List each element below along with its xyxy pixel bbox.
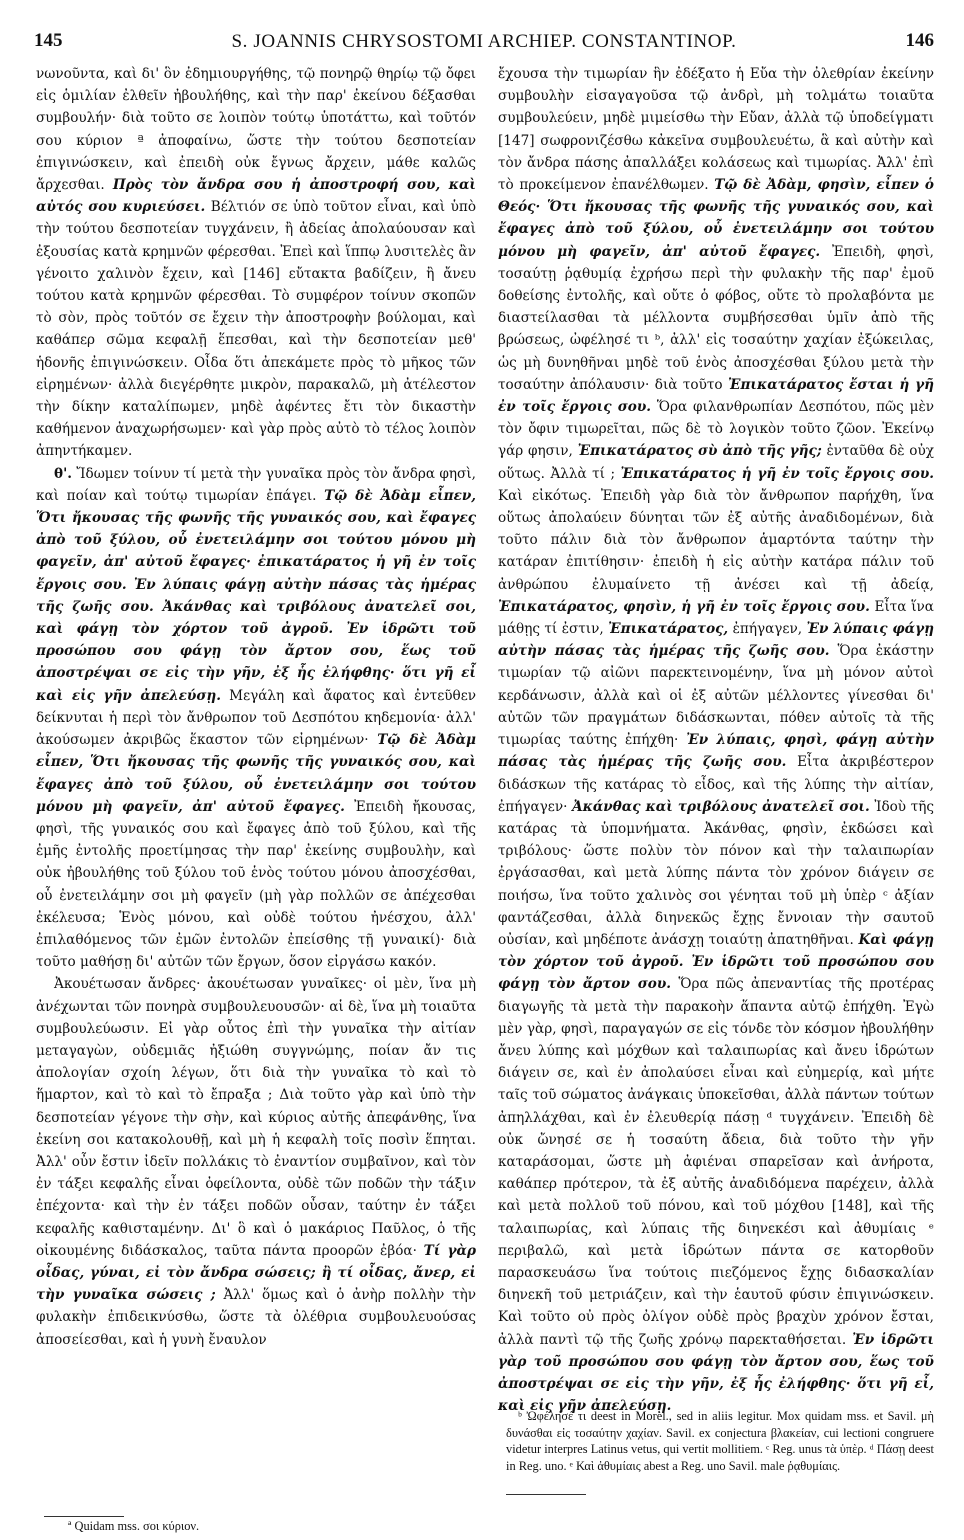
- footnote-right: [506, 1408, 934, 1474]
- page-header: [34, 30, 934, 60]
- text-run: Βέλτιόν σε ὑπὸ τοῦτον εἶναι, καὶ ὑπὸ τὴν τούτου δεσποτείαν τυγχάνειν, ἢ ἀδείας ἀπολαύουσαν καὶ ἐξουσίας κατὰ κρημνῶν φέρεσθαι. Ἐπεὶ καὶ ἵππῳ λυσιτελὲς ἂν γένοιτο χαλινὸν ἔχειν, καὶ [146] εὔτακτα βαδίζειν, ἢ ἄνευ τούτου κατὰ κρημνῶν φέρεσθαι. Τὸ συμφέρον τοίνυν σκοπῶν τὸ σὸν, πρὸς τοῦτόν σε ἔχειν τὴν ἀποστροφὴν βούλομαι, καὶ καθάπερ σῶμα κεφαλῇ ἕπεσθαι, καὶ τὴν δεσποτείαν μεθ' ἡδονῆς ἐπιγινώσκειν. Οἶδα ὅτι ἀπεκάμετε πρὸς τὸ μῆκος τῶν εἰρημένων· ἀλλὰ διεγέρθητε μικρὸν, παρακαλῶ, μὴ ἀτέλεστον τὴν δίκην καταλίπωμεν, μηδὲ ἀφέντες ἔτι τὸν δικαστὴν καθήμενον ἀναχωρήσωμεν· καὶ γὰρ πρὸς αὐτὸ τὸ τέλος λοιπὸν ἀπηντήκαμεν.: [36, 199, 476, 460]
- scripture-quote: Ἐν ἱδρῶτι γὰρ τοῦ προσώπου σου φάγῃ τὸν ἄρτον σου, ἕως τοῦ ἀποστρέψαι σε εἰς τὴν γῆν, ἐξ ἧς ἐλήφθης· ὅτι γῆ εἶ, καὶ εἰς γῆν ἀπελεύσῃ.: [498, 1331, 935, 1415]
- section-number: θ'.: [54, 465, 72, 482]
- footnote-text: ᵇ Ὠφέλησέ τι deest in Morel., sed in aliis legitur. Mox quidam mss. et Savil. μὴ δυνάσθαι εἰς τοσαύτην χαχίαν. Savil. ex conjectura βλακείαν, cui lectioni congruere videtur interpres Latinus vetus, qui vertit mollitiem. ᶜ Reg. unus τὰ ὑπὲρ. ᵈ Πάσῃ deest in Reg. uno. ᵉ Καὶ ἀθυμίαις abest a Reg. uno Savil. male ῥᾳθυμίαις.: [506, 1409, 934, 1473]
- scripture-quote: Τί γὰρ οἶδας, γύναι, εἰ τὸν ἄνδρα σώσεις; ἢ τί οἶδας, ἄνερ, εἰ τὴν γυναῖκα σώσεις ;: [36, 1242, 477, 1304]
- left-column: [36, 63, 476, 1351]
- left-paragraph-2: [36, 463, 476, 974]
- scripture-quote: Τῷ δὲ Ἀδὰμ, φησὶν, εἶπεν ὁ Θεός· Ὅτι ἤκουσας τῆς φωνῆς τῆς γυναικός σου, καὶ ἔφαγες ἀπὸ τοῦ ξύλου, οὗ ἐνετειλάμην σοι τούτου μόνου μὴ φαγεῖν, ἀπ' αὐτοῦ ἔφαγες.: [498, 177, 934, 260]
- scripture-quote: Τῷ δὲ Ἀδὰμ εἶπεν, Ὅτι ἤκουσας τῆς φωνῆς τῆς γυναικός σου, καὶ ἔφαγες ἀπὸ τοῦ ξύλου, οὗ ἐνετειλάμην σοι τούτου μόνου μὴ φαγεῖν, ἀπ' αὐτοῦ ἔφαγες.: [36, 732, 477, 815]
- text-run: Ἀκουέτωσαν ἄνδρες· ἀκουέτωσαν γυναῖκες· οἱ μὲν, ἵνα μὴ ἀνέχωνται τῶν πονηρὰ συμβουλευουσῶν· αἱ δὲ, ἵνα μὴ τοιαῦτα συμβουλεύωσιν. Εἰ γὰρ οὗτος ἐπὶ τὴν γυναῖκα τὴν αἰτίαν μεταγαγὼν, οὐδεμιᾶς ἠξιώθη συγγνώμης, ποίαν ἄν τις ἀπολογίαν σχοίη λέγων, ὅτι διὰ τὴν γυναῖκα τὸ καὶ τὸ ἥμαρτον, καὶ τὸ καὶ τὸ ἔπραξα ; Διὰ τοῦτο γὰρ καὶ ὑπὸ τὴν δεσποτείαν γέγονε τὴν σὴν, καὶ κύριος αὐτῆς ἀπεφάνθης, ἵνα ἐκείνη σοι κατακολουθῇ, καὶ μὴ ἡ κεφαλὴ τοῖς ποσὶν ἕπηται. Ἀλλ' οὖν ἔστιν ἰδεῖν πολλάκις τὸ ἐναντίον συμβαῖνον, καὶ τὸν ἐν τάξει κεφαλῆς εἶναι ὀφείλοντα, οὐδὲ τῶν ποδῶν τὴν τάξιν ἐπέχοντα· καὶ τὴν ἐν τάξει ποδῶν οὖσαν, ταύτην ἐν τάξει κεφαλῆς καθισταμένην. Δι' ὃ καὶ ὁ μακάριος Παῦλος, ὁ τῆς οἰκουμένης διδάσκαλος, ταῦτα πάντα προορῶν ἐβόα·: [36, 976, 476, 1259]
- text-run: Ὅρα ἐκάστην τιμωρίαν τῷ αἰῶνι παρεκτεινομένην, ἵνα μὴ μόνον αὐτοὶ κερδάνωσιν, ἀλλὰ καὶ οἱ ἐξ αὐτῶν μέλλοντες γίνεσθαι δι' αὐτῶν τῶν πραγμάτων διδάσκωνται, πόθεν αὐτοῖς τὰ τῆς τιμωρίας ταύτης ἐπήχθη·: [498, 643, 934, 749]
- footnote-rule-right: [506, 1494, 586, 1495]
- scripture-quote: Ἐπικατάρατος, φησὶν, ἡ γῆ ἐν τοῖς ἔργοις σου.: [498, 598, 870, 615]
- text-run: Εἶτα ἀκριβέστερον διδάσκων τῆς κατάρας τὸ εἶδος, καὶ τῆς λύπης τὴν αἰτίαν, ἐπήγαγεν·: [498, 754, 934, 815]
- left-paragraph-1: [36, 63, 476, 463]
- right-column: [498, 63, 934, 1417]
- scripture-quote: Ἐπικατάρατος ἡ γῆ ἐν τοῖς ἔργοις σου.: [620, 465, 934, 482]
- right-page-number: 146: [905, 30, 934, 51]
- text-run: νωνοῦντα, καὶ δι' ὃν ἐδημιουργήθης, τῷ πονηρῷ θηρίῳ τῷ ὄφει εἰς ὁμιλίαν ἐλθεῖν ἠβουλήθης, καὶ τὴν παρ' ἐκείνου δέξασθαι συμβουλήν· διὰ τοῦτο σε λοιπὸν τούτῳ ὑποτάττω, καὶ τοῦτόν σου κύριον ª ἀποφαίνω, ὥστε τὴν τούτου δεσποτείαν ἐπιγινώσκειν, καὶ ἐπειδὴ οὐκ ἔγνως ἄρχειν, μάθε καλῶς ἄρχεσθαι.: [36, 66, 476, 194]
- scripture-quote: Πρὸς τὸν ἄνδρα σου ἡ ἀποστροφή σου, καὶ αὐτός σου κυριεύσει.: [36, 177, 476, 216]
- text-run: Μεγάλη καὶ ἄφατος καὶ ἐντεῦθεν δείκνυται ἡ περὶ τὸν ἄνθρωπον τοῦ Δεσπότου κηδεμονία· ἀλλ' ἀκούσωμεν ἀκριβῶς ἕκαστον τῶν εἰρημένων·: [36, 687, 476, 749]
- scripture-quote: Ἐπικατάρατος ἔσται ἡ γῆ ἐν τοῖς ἔργοις σου.: [498, 376, 934, 416]
- scripture-quote: Ἐν λύπαις, φησὶ, φάγῃ αὐτὴν πάσας τὰς ἡμέρας τῆς ζωῆς σου.: [498, 732, 935, 771]
- text-run: Ὅρα φιλανθρωπίαν Δεσπότου, πῶς μὲν τὸν ὄφιν τιμωρεῖται, πῶς δὲ τὸ λογικὸν τοῦτο ζῶον. Ἐκείνῳ γάρ φησιν,: [498, 399, 934, 460]
- text-run: ἐνταῦθα δὲ οὐχ οὕτως. Ἀλλὰ τί ;: [498, 443, 934, 482]
- text-run: ἐπήγαγεν,: [732, 621, 803, 638]
- text-run: Ἐπειδὴ ἤκουσας, φησὶ, τῆς γυναικός σου καὶ ἔφαγες ἀπὸ τοῦ ξύλου, καὶ τῆς ἐμῆς ἐντολῆς προετίμησας τὴν παρ' ἐκείνης συμβουλὴν, καὶ οὐκ ἠβουλήθης τοῦ ξύλου τοῦ ἑνὸς τούτου μόνου ἀποσχέσθαι, οὗ ἐνετειλάμην σοι μὴ φαγεῖν (μὴ γὰρ πολλῶν σε ἀπέχεσθαι ἐκέλευσα; Ἑνὸς μόνου, καὶ οὐδὲ τούτου ἠνέσχου, ἀλλ' ἐπιλαθόμενος τῶν ἐμῶν ἐντολῶν ἐπείσθης τῇ γυναικί)· διὰ τοῦτο μαθήσῃ δι' αὐτῶν τῶν ἔργων, ὅσον εἰργάσω κακόν.: [36, 798, 476, 971]
- left-page-number: 145: [34, 30, 63, 51]
- scripture-quote: Τῷ δὲ Ἀδὰμ εἶπεν, Ὅτι ἤκουσας τῆς φωνῆς τῆς γυναικός σου, καὶ ἔφαγες ἀπὸ τοῦ ξύλου, οὗ ἐνετειλάμην σοι τούτου μόνου μὴ φαγεῖν, ἀπ' αὐτοῦ ἔφαγες· ἐπικατάρατος ἡ γῆ ἐν τοῖς ἔργοις σου. Ἐν λύπαις φάγῃ αὐτὴν πάσας τὰς ἡμέρας τῆς ζωῆς σου. Ἀκάνθας καὶ τριβόλους ἀνατελεῖ σοι, καὶ φάγῃ τὸν χόρτον τοῦ ἀγροῦ. Ἐν ἱδρῶτι τοῦ προσώπου σου φάγῃ τὸν ἄρτον σου, ἕως τοῦ ἀποστρέψαι σε εἰς τὴν γῆν, ἐξ ἧς ἐλήφθης· ὅτι γῆ εἶ καὶ εἰς γῆν ἀπελεύσῃ.: [36, 487, 476, 704]
- text-run: Ἴδωμεν τοίνυν τί μετὰ τὴν γυναῖκα πρὸς τὸν ἄνδρα φησὶ, καὶ ποίαν καὶ τούτῳ τιμωρίαν ἐπάγει.: [36, 465, 476, 504]
- footnote-left: [56, 1518, 456, 1535]
- scripture-quote: Ἐπικατάρατος,: [608, 621, 729, 638]
- text-run: Ὅρα πῶς ἀπεναντίας τῆς προτέρας διαγωγῆς τὰ μετὰ τὴν παρακοὴν ἅπαντα αὐτῷ ἐπήχθη. Ἐγὼ μὲν γὰρ, φησὶ, παραγαγών σε εἰς τόνδε τὸν κόσμον ἠβουλήθην ἄνευ λύπης καὶ μόχθων καὶ ταλαιπωρίας καὶ ἄνευ ἱδρώτων διάγειν σε, καὶ ἐν ἀπολαύσει εἶναι καὶ εὐημερίᾳ, καὶ μήτε ταῖς τοῦ σώματος ἀνάγκαις ὑποκεῖσθαι, ἀλλὰ πάντων τούτων ἀπηλλάχθαι, καὶ ἐν ἐλευθερίᾳ πάσῃ ᵈ τυγχάνειν. Ἐπειδὴ δὲ οὐκ ὤνησέ σε ἡ τοσαύτη ἄδεια, διὰ τοῦτο τὴν γῆν καταράσομαι, ὥστε μὴ ἀφιέναι σπαρεῖσαν καὶ ἀνήροτα, καθάπερ πρότερον, τὰ ἐξ αὐτῆς ἀναδιδόμενα παρέχειν, ἀλλὰ καὶ μετὰ πολλοῦ τοῦ πόνου, καὶ τοῦ μόχθου [148], καὶ τῆς ταλαιπωρίας, καὶ λύπαις τῆς διηνεκέσι καὶ ἀθυμίαις ᵉ περιβαλῶ, καὶ μετὰ ἱδρώτων πάντα σε κατορθοῦν παρασκευάσω ἵνα τούτοις πιεζόμενος ἔχῃς διδασκαλίαν διηνεκῆ τοῦ μετριάζειν, καὶ τὴν ἑαυτοῦ φύσιν ἐπιγινώσκειν. Καὶ τοῦτο οὐ πρὸς ὀλίγον οὐδὲ πρὸς βραχὺν χρόνον ἔσται, ἀλλὰ παντὶ τῷ τῆς ζωῆς χρόνῳ παρεκταθήσεται.: [498, 976, 934, 1348]
- left-paragraph-3: [36, 973, 476, 1350]
- scripture-quote: Ἐπικατάρατος σὺ ἀπὸ τῆς γῆς;: [577, 443, 822, 460]
- scripture-quote: Ἐν λύπαις φάγῃ αὐτὴν πάσας τὰς ἡμέρας τῆς ζωῆς σου.: [498, 621, 934, 660]
- scripture-quote: Ἀκάνθας καὶ τριβόλους ἀνατελεῖ σοι.: [572, 798, 870, 815]
- right-paragraph-1: [498, 63, 934, 1417]
- footnote-text: ª Quidam mss. σοι κύριον.: [68, 1519, 200, 1533]
- text-run: Ἐπειδὴ, φησὶ, τοσαύτῃ ῥᾳθυμίᾳ ἐχρήσω περὶ τὴν φυλακὴν τῆς παρ' ἐμοῦ δοθείσης ἐντολῆς, καὶ οὔτε ὁ φόβος, οὔτε τὸ προλαβόντα με διαστείλασθαι τὰ μέλλοντα συμβήσεσθαι ὑμῖν ἀπὸ τῆς βρώσεως, ὠφέλησέ τι ᵇ, ἀλλ' εἰς τοσαύτην χαχίαν ἐξώκειλας, ὡς μὴ δυνηθῆναι μηδὲ τοῦ ἑνὸς ἀποσχέσθαι ξύλου μετὰ τὴν τοσαύτην ἀπόλαυσιν· διὰ τοῦτο: [498, 243, 934, 393]
- text-run: Εἶτα ἵνα μάθῃς τί ἐστιν,: [498, 598, 934, 638]
- footnote-rule-left: [44, 1516, 124, 1517]
- running-title: S. JOANNIS CHRYSOSTOMI ARCHIEP. CONSTANTINOP.: [231, 31, 737, 52]
- text-run: Καὶ εἰκότως. Ἐπειδὴ γὰρ διὰ τὸν ἄνθρωπον παρήχθη, ἵνα οὕτως ἀπολαύειν δύνηται τῶν ἐξ αὐτῆς ἀναδιδομένων, διὰ τοῦτο πάλιν διὰ τὸν ἄνθρωπον ἁμαρτόντα ταύτην τὴν κατάραν ἐπιτίθησιν· ἐπειδὴ ἡ εἰς αὐτὴν κατάρα πάλιν τοῦ ἀνθρώπου ἐλυμαίνετο τῇ ἀνέσει καὶ τῇ ἀδείᾳ,: [498, 487, 934, 593]
- text-run: Ἀλλ' ὅμως καὶ ὁ ἀνὴρ πολλὴν τὴν φυλακὴν ἐπιδεικνύσθω, ὥστε τὰ ὀλέθρια συμβουλευούσας ἀποσείεσθαι, καὶ ἡ γυνὴ ἔναυλον: [36, 1287, 477, 1348]
- scripture-quote: Καὶ φάγῃ τὸν χόρτον τοῦ ἀγροῦ. Ἐν ἱδρῶτι τοῦ προσώπου σου φάγῃ τὸν ἄρτον σου.: [498, 931, 934, 993]
- text-run: ἔχουσα τὴν τιμωρίαν ἣν ἐδέξατο ἡ Εὔα τὴν ὀλεθρίαν ἐκείνην συμβουλὴν εἰσαγαγοῦσα τῷ ἀνδρὶ, μὴ τολμάτω τοιαῦτα συμβουλεύειν, μηδὲ μιμείσθω τὴν Εὔαν, ἀλλὰ τῷ ὑποδείγματι [147] σωφρονιζέσθω κἀκεῖνα συμβουλευέτω, ἃ καὶ αὐτὴν καὶ τὸν ἄνδρα πάσης ἀπαλλάξει κολάσεως καὶ τιμωρίας. Ἀλλ' ἐπὶ τὸ προκείμενον ἐπανέλθωμεν.: [498, 66, 934, 194]
- text-run: Ἰδοὺ τῆς κατάρας τὰ ὑπομνήματα. Ἀκάνθας, φησὶν, ἐκδώσει καὶ τριβόλους· ὥστε πολὺν τὸν πόνον καὶ τὴν ταλαιπωρίαν ἐργάσασθαι, καὶ μετὰ λύπης πάντα τὸν χρόνον διάγειν σε ποιήσω, ἵνα τοῦτο χαλινὸς σοι γένηται τοῦ μὴ ὑπὲρ ᶜ ἀξίαν φαντάζεσθαι, ἀλλὰ διηνεκῶς ἔχῃς ἔννοιαν τὴν σαυτοῦ οὐσίαν, καὶ μηδέποτε ἀνάσχῃ τοιαύτῃ ἀπατηθῆναι.: [498, 798, 934, 948]
